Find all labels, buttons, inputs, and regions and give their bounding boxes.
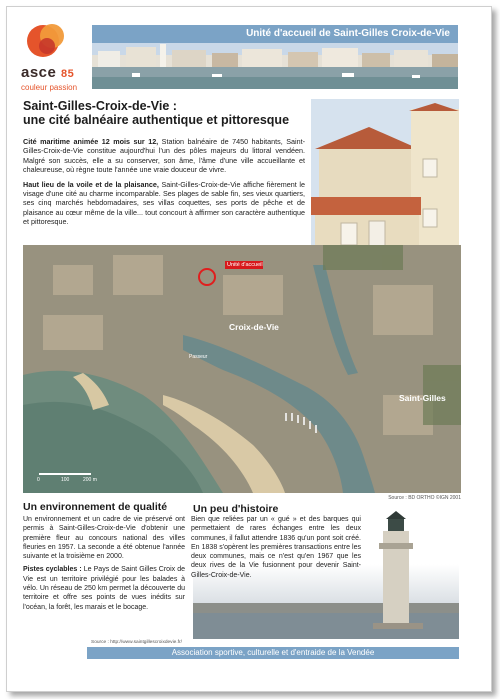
env-p2-body: Le Pays de Saint Gilles Croix de Vie est un territoire privilégié pour les balades à vélo. Un réseau de 250 km permet la découverte du territoire et offre ses points de vues inédits sur l'océan, la forêt, les marais et le bocage. — [23, 566, 186, 611]
intro-text — [23, 137, 305, 232]
intro-paragraph-1 — [23, 137, 305, 175]
map-label-unit: Unité d'accueil — [227, 262, 263, 268]
intro-paragraph-2 — [23, 180, 305, 227]
env-source: Source : http://www.saintgillescroixdevie.fr/ — [91, 640, 182, 645]
logo-wordmark — [21, 64, 74, 81]
map-label-croix: Croix-de-Vie — [229, 322, 279, 332]
intro-p2-lead: Haut lieu de la voile et de la plaisance, — [23, 179, 159, 189]
header-banner — [92, 25, 458, 89]
env-text — [23, 515, 185, 616]
intro-p1-lead: Cité maritime animée 12 mois sur 12, — [23, 137, 159, 146]
logo-tagline: couleur passion — [21, 83, 78, 92]
logo-number: 85 — [61, 68, 75, 80]
map-source: Source : BD ORTHO ©IGN 2001 — [388, 495, 461, 501]
env-paragraph-2 — [23, 565, 185, 611]
banner-bar — [92, 25, 458, 43]
map-label-passeur: Passeur — [189, 354, 208, 360]
page-title — [23, 99, 303, 127]
env-paragraph-1: Un environnement et un cadre de vie préservé ont permis à Saint-Gilles-Croix-de-Vie d'obtenir une première fleur au concours national des villes fleuries en 1957. La seconde a été obtenue l'année suivante et la troisième en 2000. — [23, 516, 185, 561]
map-label-gilles: Saint-Gilles — [399, 393, 446, 403]
harbour-panorama-photo — [92, 43, 458, 89]
intro-p1-body: Station balnéaire de 7450 habitants, Saint-Gilles-Croix-de-Vie constitue aujourd'hui l'un des pôles majeurs du littoral vendéen. Malgré son succès, elle a su conserver, son âme, l'âme d'une ville accueillante et chaleureuse, où règne toute l'année une vraie douceur de vivre. — [23, 137, 305, 175]
logo-name: asce — [21, 64, 57, 81]
title-line-1: Saint-Gilles-Croix-de-Vie : — [23, 99, 177, 113]
banner-title: Unité d'accueil de Saint-Gilles Croix-de-Vie — [246, 28, 450, 39]
env-p2-lead: Pistes cyclables : — [23, 566, 82, 574]
env-title: Un environnement de qualité — [23, 501, 168, 513]
footer-bar: Association sportive, culturelle et d'entraide de la Vendée — [87, 647, 459, 659]
logo-circles-icon — [25, 19, 69, 63]
map-scale-zero: 0 — [37, 477, 40, 483]
history-title: Un peu d'histoire — [193, 503, 279, 515]
map-scale-mid: 100 — [61, 477, 70, 483]
aerial-map — [23, 245, 461, 493]
intro-p2-body: Saint-Gilles-Croix-de-Vie affiche fièrement le visage d'une cité au charme incomparable. Ses plages de sable fin, ses vieux quartiers, ses cinq marchés hebdomadaires, ses villas coquettes, ses ports de pêche et de plaisance au cœur même de la ville... tout concourt à affirmer son caractère authentique et pittoresque. — [23, 179, 305, 227]
title-line-2: une cité balnéaire authentique et pittoresque — [23, 113, 290, 127]
map-scale-end: 200 m — [83, 477, 97, 483]
document-page — [6, 6, 492, 692]
asce-logo — [17, 19, 87, 91]
history-text: Bien que reliées par un « gué » et des barques qui permettaient de rares échanges entre les deux communes, il fallut attendre 1836 qu'un pont soit créé. En 1838 s'opèrent les premières transactions entre les deux communes, mais ce n'est qu'en 1967 que les deux rives de la Vie fusionnent pour devenir Saint-Gilles-Croix-de-Vie. — [191, 516, 361, 579]
